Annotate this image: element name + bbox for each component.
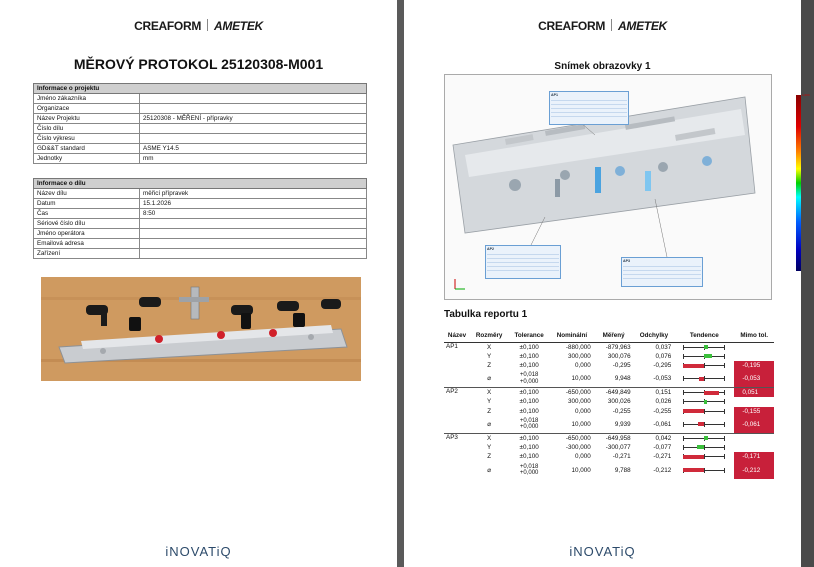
info-row <box>34 154 367 164</box>
ametek-logo-2: AMETEK <box>618 19 667 33</box>
color-map-ticks <box>802 93 814 273</box>
tolerance <box>508 371 550 388</box>
info-value: 25120308 - MĚŘENÍ - přípravky <box>140 114 367 124</box>
info-label: GD&&T standard <box>34 144 140 154</box>
info-row <box>34 189 367 199</box>
tolerance-lower: +0,000 <box>519 424 539 431</box>
dimension: X <box>470 388 508 398</box>
measured-value: -649,958 <box>594 433 634 443</box>
out-of-tolerance: -0,195 <box>734 361 774 371</box>
report-row <box>444 397 774 407</box>
column-header: Mimo tol. <box>734 329 774 342</box>
info-label: Číslo dílu <box>34 124 140 134</box>
out-of-tolerance <box>734 342 774 352</box>
ap2-callout-title: AP2 <box>487 247 494 251</box>
tolerance: ±0,100 <box>508 342 550 352</box>
out-of-tolerance: -0,212 <box>734 462 774 479</box>
tolerance: ±0,100 <box>508 388 550 398</box>
report-row <box>444 462 774 479</box>
column-header: Tendence <box>674 329 734 342</box>
measured-value: 9,948 <box>614 375 631 383</box>
trend-cell <box>674 433 734 443</box>
inspection-screenshot <box>444 74 810 300</box>
part-info-table <box>33 178 367 259</box>
logo-separator-2 <box>611 19 612 31</box>
feature-name: AP2 <box>444 388 470 398</box>
ap2-callout <box>485 245 561 279</box>
feature-name: AP1 <box>444 342 470 352</box>
deviation-value: -0,255 <box>653 407 672 415</box>
info-value <box>140 239 367 249</box>
trend-indicator <box>683 408 725 414</box>
trend-cell <box>674 342 734 352</box>
feature-name <box>444 407 470 417</box>
deviation-value: 0,037 <box>634 342 675 352</box>
feature-name <box>444 361 470 371</box>
ap1-callout <box>549 91 629 125</box>
trend-cell <box>674 361 734 371</box>
report-row <box>444 416 774 433</box>
out-of-tolerance: -0,155 <box>734 407 774 417</box>
measured-value: -0,255 <box>612 407 631 415</box>
info-value <box>140 104 367 114</box>
info-value: měřicí přípravek <box>140 189 367 199</box>
trend-cell <box>674 462 734 479</box>
fixture-photo-drawing <box>41 277 361 381</box>
trend-cell <box>674 352 734 362</box>
feature-name <box>444 397 470 407</box>
measured-value: 9,788 <box>614 466 631 474</box>
info-row <box>34 209 367 219</box>
out-of-tolerance: -0,171 <box>734 452 774 462</box>
info-label: Název Projektu <box>34 114 140 124</box>
trend-indicator <box>683 376 725 382</box>
trend-indicator <box>683 444 725 450</box>
column-header: Měřený <box>594 329 634 342</box>
trend-indicator <box>683 421 725 427</box>
inovatiq-footer: iNOVATiQ <box>165 544 232 559</box>
inovatiq-footer-2: iNOVATiQ <box>569 544 636 559</box>
report-row <box>444 433 774 443</box>
dimension: ⌀ <box>487 375 492 383</box>
info-label: Organizace <box>34 104 140 114</box>
info-row <box>34 124 367 134</box>
dimension: Y <box>487 352 492 360</box>
trend-cell <box>674 407 734 417</box>
info-label: Jméno zákazníka <box>34 94 140 104</box>
tolerance: ±0,100 <box>508 433 550 443</box>
tolerance: ±0,100 <box>519 352 539 360</box>
tolerance-upper: +0,018 <box>519 417 539 424</box>
report-table <box>444 329 774 479</box>
column-header: Nominální <box>550 329 594 342</box>
report-row <box>444 407 774 417</box>
info-value <box>140 219 367 229</box>
feature-name: AP3 <box>444 433 470 443</box>
logo-separator <box>207 19 208 31</box>
column-header: Název <box>444 329 470 342</box>
measured-value: -0,295 <box>612 362 631 370</box>
tolerance: ±0,100 <box>519 453 539 461</box>
column-header: Rozměry <box>470 329 508 342</box>
feature-name <box>444 462 470 479</box>
dimension: X <box>470 433 508 443</box>
column-header: Odchylky <box>634 329 675 342</box>
measured-value: -0,271 <box>612 453 631 461</box>
trend-cell <box>674 416 734 433</box>
info-value: mm <box>140 154 367 164</box>
color-map-legend <box>796 95 801 271</box>
project-info-table <box>33 83 367 164</box>
part-info-header: Informace o dílu <box>34 179 367 189</box>
info-row <box>34 239 367 249</box>
info-row <box>34 94 367 104</box>
info-label: Jednotky <box>34 154 140 164</box>
deviation-value: -0,271 <box>653 453 672 461</box>
report-table-title: Tabulka reportu 1 <box>444 309 528 320</box>
info-label: Čas <box>34 209 140 219</box>
info-value <box>140 229 367 239</box>
feature-name <box>444 371 470 388</box>
trend-indicator <box>683 363 725 369</box>
nominal-value: 0,000 <box>574 407 591 415</box>
nominal-value: -300,000 <box>565 443 591 451</box>
measured-value: 9,939 <box>614 420 631 428</box>
info-label: Název dílu <box>34 189 140 199</box>
deviation-value: 0,076 <box>655 352 672 360</box>
info-row <box>34 249 367 259</box>
trend-indicator <box>683 344 725 350</box>
info-value: ASME Y14.5 <box>140 144 367 154</box>
tolerance <box>508 462 550 479</box>
trend-indicator <box>683 390 725 396</box>
out-of-tolerance <box>734 433 774 443</box>
info-label: Jméno operátora <box>34 229 140 239</box>
ap3-callout-title: AP3 <box>623 259 630 263</box>
trend-cell <box>674 443 734 453</box>
measured-value: -300,077 <box>605 443 631 451</box>
out-of-tolerance: -0,061 <box>734 416 774 433</box>
report-page-2 <box>404 0 810 567</box>
page-divider <box>397 0 404 567</box>
out-of-tolerance <box>734 397 774 407</box>
report-row <box>444 352 774 362</box>
info-row <box>34 219 367 229</box>
report-row <box>444 388 774 398</box>
deviation-value: 0,026 <box>655 398 672 406</box>
measured-value: -649,849 <box>594 388 634 398</box>
ap3-callout <box>621 257 703 287</box>
nominal-value: -650,000 <box>550 433 594 443</box>
report-row <box>444 443 774 453</box>
dimension: X <box>470 342 508 352</box>
measured-value: 300,076 <box>607 352 631 360</box>
nominal-value: 10,000 <box>571 375 591 383</box>
dimension: Y <box>487 443 492 451</box>
info-label: Datum <box>34 199 140 209</box>
report-row <box>444 452 774 462</box>
info-row <box>34 104 367 114</box>
feature-name <box>444 352 470 362</box>
out-of-tolerance <box>734 443 774 453</box>
report-row <box>444 371 774 388</box>
info-row <box>34 199 367 209</box>
ap1-callout-title: AP1 <box>551 93 558 97</box>
dimension: Z <box>487 362 492 370</box>
tolerance-upper: +0,018 <box>519 463 539 470</box>
info-row <box>34 114 367 124</box>
brand-logo-2 <box>404 19 801 33</box>
measured-value: -879,963 <box>594 342 634 352</box>
nominal-value: 0,000 <box>574 362 591 370</box>
info-value <box>140 134 367 144</box>
ametek-logo: AMETEK <box>214 19 263 33</box>
nominal-value: 10,000 <box>571 420 591 428</box>
out-of-tolerance: -0,053 <box>734 371 774 388</box>
info-value <box>140 94 367 104</box>
trend-cell <box>674 397 734 407</box>
creaform-logo-2: CREAFORM <box>538 19 606 33</box>
trend-indicator <box>683 353 725 359</box>
tolerance: ±0,100 <box>519 443 539 451</box>
info-label: Zařízení <box>34 249 140 259</box>
info-value <box>140 124 367 134</box>
tolerance: ±0,100 <box>519 398 539 406</box>
nominal-value: 10,000 <box>571 466 591 474</box>
project-info-header: Informace o projektu <box>34 84 367 94</box>
screenshot-title: Snímek obrazovky 1 <box>554 61 651 72</box>
nominal-value: -650,000 <box>550 388 594 398</box>
tolerance <box>508 416 550 433</box>
deviation-value: -0,077 <box>653 443 672 451</box>
report-row <box>444 342 774 352</box>
info-value <box>140 249 367 259</box>
info-value: 8:50 <box>140 209 367 219</box>
report-row <box>444 361 774 371</box>
brand-logo <box>0 19 397 33</box>
nominal-value: 300,000 <box>567 352 591 360</box>
dimension: Y <box>487 398 492 406</box>
out-of-tolerance <box>734 352 774 362</box>
legend-top-label: 1,000 <box>802 93 810 97</box>
nominal-value: 300,000 <box>567 398 591 406</box>
info-row <box>34 229 367 239</box>
trend-indicator <box>683 435 725 441</box>
tolerance-lower: +0,000 <box>519 470 539 476</box>
trend-cell <box>674 371 734 388</box>
tolerance-lower: +0,000 <box>519 378 539 385</box>
info-label: Emailová adresa <box>34 239 140 249</box>
dimension: ⌀ <box>487 466 492 474</box>
deviation-value: -0,212 <box>653 466 672 474</box>
out-of-tolerance: 0,051 <box>734 388 774 398</box>
deviation-value: 0,042 <box>634 433 675 443</box>
deviation-value: 0,151 <box>634 388 675 398</box>
info-row <box>34 144 367 154</box>
deviation-value: -0,061 <box>653 420 672 428</box>
measured-value: 300,026 <box>607 398 631 406</box>
feature-name <box>444 416 470 433</box>
info-label: Číslo výkresu <box>34 134 140 144</box>
feature-name <box>444 452 470 462</box>
info-value: 15.1.2026 <box>140 199 367 209</box>
trend-indicator <box>683 467 725 473</box>
nominal-value: -880,000 <box>550 342 594 352</box>
tolerance: ±0,100 <box>519 407 539 415</box>
column-header: Tolerance <box>508 329 550 342</box>
deviation-value: -0,053 <box>653 375 672 383</box>
nominal-value: 0,000 <box>574 453 591 461</box>
dimension: Z <box>487 453 492 461</box>
feature-name <box>444 443 470 453</box>
fixture-photo <box>41 277 361 381</box>
trend-indicator <box>683 399 725 405</box>
report-page-1 <box>0 0 397 567</box>
tolerance-upper: +0,018 <box>519 372 539 379</box>
trend-cell <box>674 388 734 398</box>
info-row <box>34 134 367 144</box>
dimension: Z <box>487 407 492 415</box>
tolerance: ±0,100 <box>519 362 539 370</box>
document-title: MĚROVÝ PROTOKOL 25120308-M001 <box>73 56 324 72</box>
trend-cell <box>674 452 734 462</box>
trend-indicator <box>683 454 725 460</box>
deviation-value: -0,295 <box>653 362 672 370</box>
dimension: ⌀ <box>487 420 492 428</box>
info-label: Sériové číslo dílu <box>34 219 140 229</box>
creaform-logo: CREAFORM <box>134 19 202 33</box>
